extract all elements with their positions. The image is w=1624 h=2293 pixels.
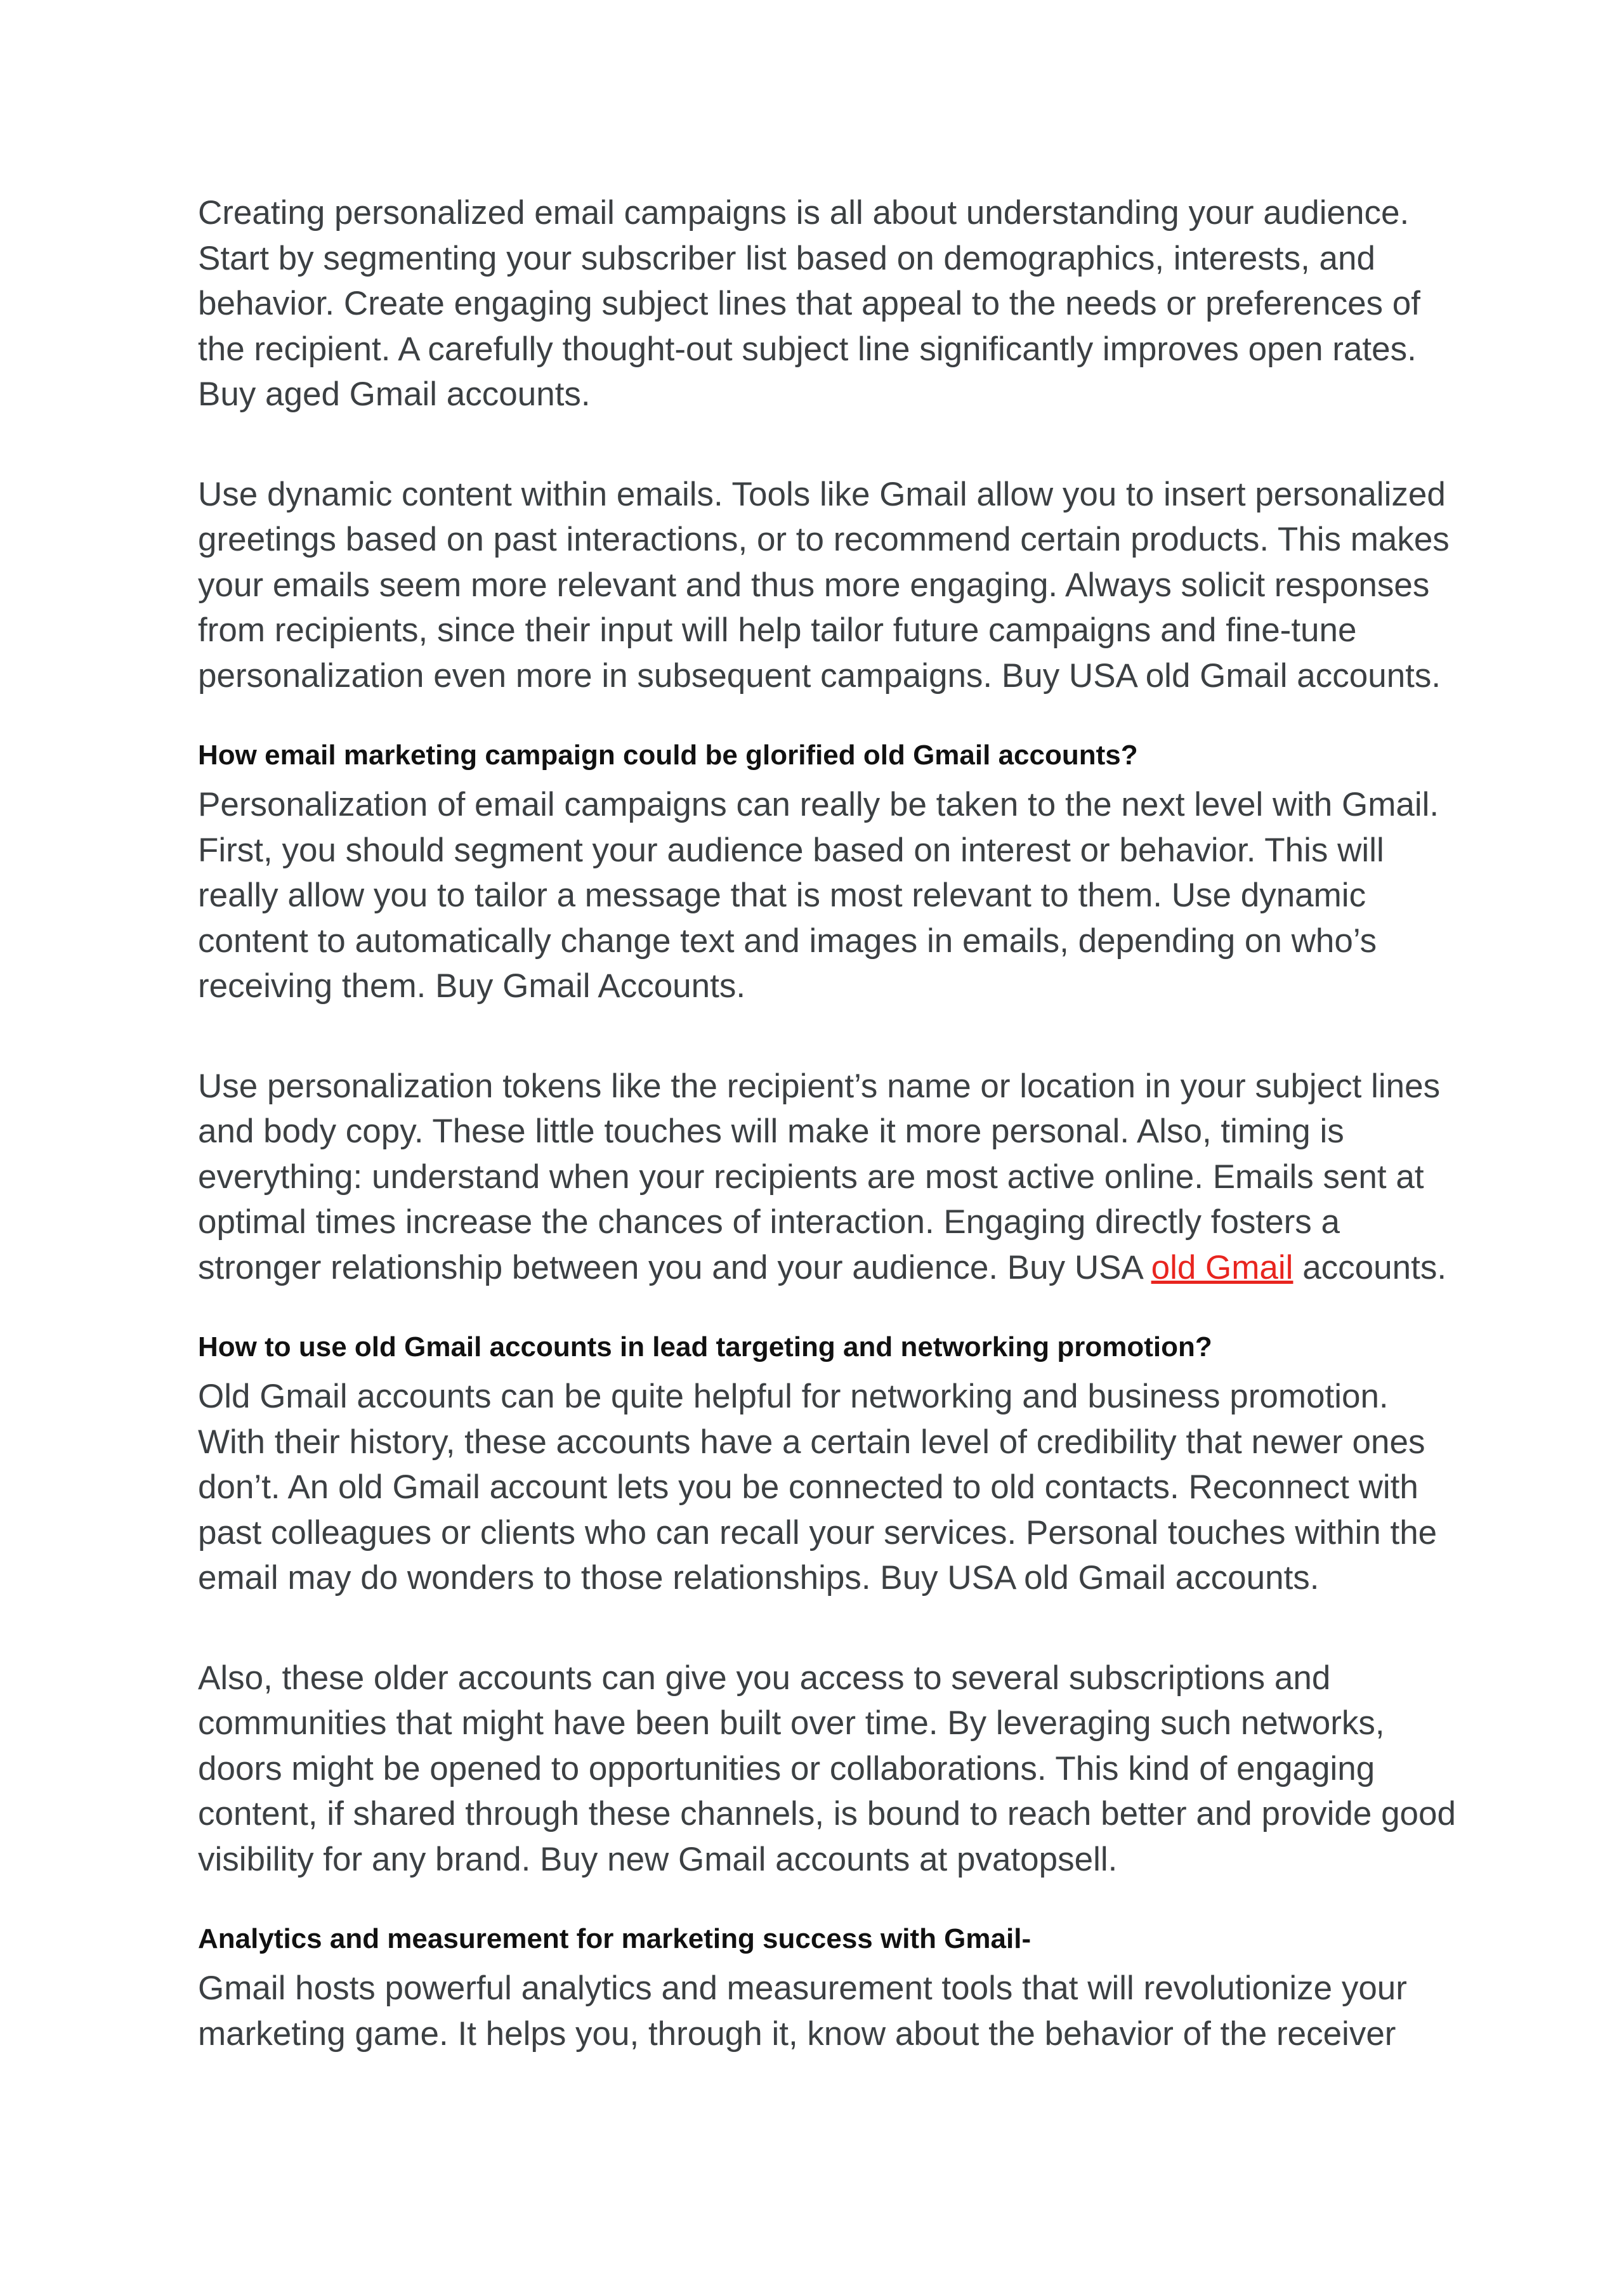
paragraph-line: First, you should segment your audience based on interest or behavior. This will	[198, 831, 1384, 869]
section-heading: How email marketing campaign could be glorified old Gmail accounts?	[198, 740, 1138, 771]
paragraph-line: greetings based on past interactions, or to recommend certain products. This makes	[198, 521, 1450, 558]
paragraph-line: Use dynamic content within emails. Tools like Gmail allow you to insert personalized	[198, 475, 1446, 513]
section-heading: How to use old Gmail accounts in lead targeting and networking promotion?	[198, 1331, 1212, 1362]
paragraph	[198, 190, 1467, 417]
link-suffix-text: accounts.	[1293, 1248, 1447, 1286]
paragraph-line: optimal times increase the chances of interaction. Engaging directly fosters a	[198, 1203, 1340, 1241]
paragraph-line: Also, these older accounts can give you access to several subscriptions and	[198, 1659, 1331, 1697]
paragraph-line: everything: understand when your recipients are most active online. Emails sent at	[198, 1158, 1424, 1196]
paragraph-line: With their history, these accounts have a certain level of credibility that newer ones	[198, 1423, 1425, 1461]
paragraph-line: doors might be opened to opportunities or collaborations. This kind of engaging	[198, 1749, 1375, 1787]
paragraph-line: behavior. Create engaging subject lines that appeal to the needs or preferences of	[198, 285, 1420, 322]
paragraph-line: Old Gmail accounts can be quite helpful for networking and business promotion.	[198, 1378, 1389, 1415]
paragraph	[198, 1374, 1467, 1601]
paragraph-line: email may do wonders to those relationships. Buy USA old Gmail accounts.	[198, 1559, 1320, 1597]
link-prefix-text: stronger relationship between you and your audience. Buy USA	[198, 1248, 1151, 1286]
paragraph-line: the recipient. A carefully thought-out subject line significantly improves open rates.	[198, 330, 1417, 368]
paragraph	[198, 1966, 1467, 2056]
paragraph-line: marketing game. It helps you, through it, know about the behavior of the receiver	[198, 2015, 1396, 2053]
paragraph	[198, 1656, 1467, 1883]
paragraph	[198, 782, 1467, 1009]
paragraph-line: Start by segmenting your subscriber list based on demographics, interests, and	[198, 239, 1375, 277]
paragraph-line: Personalization of email campaigns can really be taken to the next level with Gmail.	[198, 786, 1439, 823]
paragraph-line: and body copy. These little touches will make it more personal. Also, timing is	[198, 1113, 1344, 1150]
old-gmail-link[interactable]: old Gmail	[1151, 1248, 1293, 1286]
paragraph-line: from recipients, since their input will help tailor future campaigns and fine-tune	[198, 611, 1357, 649]
document-content	[198, 190, 1467, 2111]
paragraph-line: Creating personalized email campaigns is all about understanding your audience.	[198, 194, 1410, 232]
paragraph-line: Use personalization tokens like the recipient’s name or location in your subject lines	[198, 1067, 1441, 1105]
paragraph-line: Buy aged Gmail accounts.	[198, 376, 591, 413]
paragraph-line: Gmail hosts powerful analytics and measurement tools that will revolutionize your	[198, 1970, 1407, 2007]
paragraph-line: your emails seem more relevant and thus more engaging. Always solicit responses	[198, 566, 1430, 604]
paragraph-line: content to automatically change text and images in emails, depending on who’s	[198, 922, 1377, 960]
paragraph-line: communities that might have been built over time. By leveraging such networks,	[198, 1704, 1385, 1742]
section-heading: Analytics and measurement for marketing success with Gmail-	[198, 1923, 1031, 1954]
paragraph-line: past colleagues or clients who can recall your services. Personal touches within the	[198, 1513, 1437, 1552]
paragraph	[198, 472, 1467, 699]
paragraph-line: really allow you to tailor a message that is most relevant to them. Use dynamic	[198, 877, 1366, 914]
paragraph-line: content, if shared through these channels, is bound to reach better and provide good	[198, 1795, 1456, 1832]
paragraph-line: receiving them. Buy Gmail Accounts.	[198, 967, 746, 1005]
paragraph-line: visibility for any brand. Buy new Gmail accounts at pvatopsell.	[198, 1840, 1118, 1878]
paragraph	[198, 1064, 1467, 1291]
paragraph-line-with-link	[198, 1245, 1467, 1291]
paragraph-line: don’t. An old Gmail account lets you be connected to old contacts. Reconnect with	[198, 1468, 1418, 1506]
paragraph-line: personalization even more in subsequent campaigns. Buy USA old Gmail accounts.	[198, 657, 1441, 695]
